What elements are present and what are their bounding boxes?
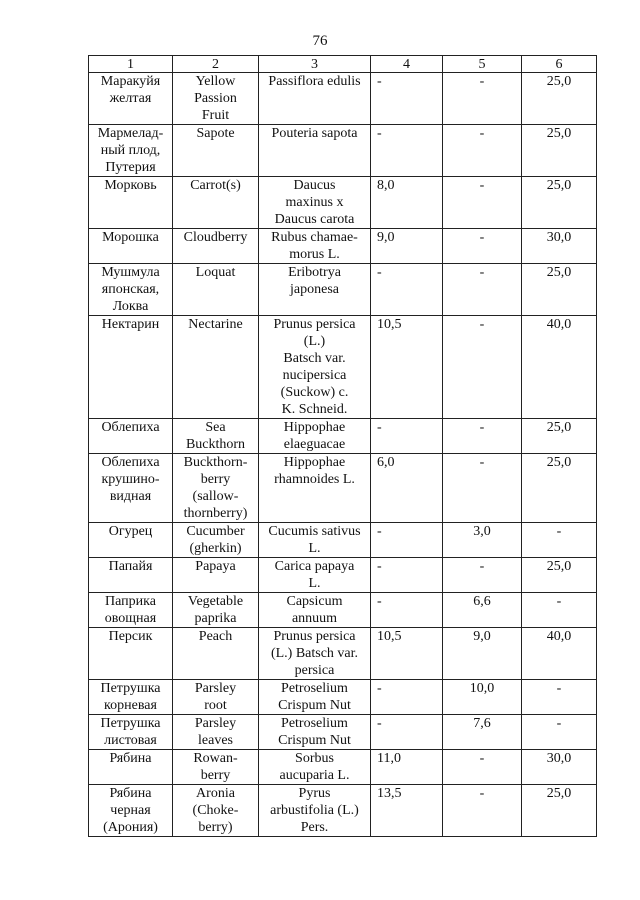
russian-name-cell: Облепиха крушино- видная [89, 454, 173, 523]
english-name-cell: Loquat [173, 264, 259, 316]
value-col4-cell: 8,0 [371, 177, 443, 229]
value-col5-cell: 3,0 [443, 523, 522, 558]
latin-name-cell: Sorbus aucuparia L. [259, 750, 371, 785]
english-name-cell: Cucumber (gherkin) [173, 523, 259, 558]
latin-name-cell: Rubus chamae- morus L. [259, 229, 371, 264]
english-name-cell: Yellow Passion Fruit [173, 73, 259, 125]
header-cell: 3 [259, 56, 371, 73]
table-row [89, 454, 597, 523]
value-col5-cell: 9,0 [443, 628, 522, 680]
value-col4-cell: - [371, 523, 443, 558]
value-col5-cell: - [443, 229, 522, 264]
value-col4-cell: 9,0 [371, 229, 443, 264]
russian-name-cell: Рябина [89, 750, 173, 785]
russian-name-cell: Морошка [89, 229, 173, 264]
table-row [89, 558, 597, 593]
english-name-cell: Sapote [173, 125, 259, 177]
latin-name-cell: Passiflora edulis [259, 73, 371, 125]
russian-name-cell: Рябина черная (Арония) [89, 785, 173, 837]
value-col5-cell: - [443, 316, 522, 419]
value-col4-cell: - [371, 680, 443, 715]
russian-name-cell: Мушмула японская, Локва [89, 264, 173, 316]
table-row [89, 593, 597, 628]
latin-name-cell: Cucumis sativus L. [259, 523, 371, 558]
english-name-cell: Sea Buckthorn [173, 419, 259, 454]
value-col5-cell: - [443, 750, 522, 785]
value-col5-cell: - [443, 73, 522, 125]
table-row [89, 125, 597, 177]
latin-name-cell: Pyrus arbustifolia (L.) Pers. [259, 785, 371, 837]
russian-name-cell: Персик [89, 628, 173, 680]
russian-name-cell: Огурец [89, 523, 173, 558]
table-row [89, 177, 597, 229]
table-row [89, 229, 597, 264]
latin-name-cell: Hippophae rhamnoides L. [259, 454, 371, 523]
table-row [89, 523, 597, 558]
value-col6-cell: 40,0 [522, 316, 597, 419]
latin-name-cell: Petroselium Crispum Nut [259, 715, 371, 750]
page-number: 76 [312, 33, 328, 49]
value-col5-cell: 10,0 [443, 680, 522, 715]
table-row [89, 419, 597, 454]
value-col4-cell: - [371, 715, 443, 750]
value-col6-cell: - [522, 523, 597, 558]
value-col6-cell: 40,0 [522, 628, 597, 680]
value-col6-cell: 25,0 [522, 454, 597, 523]
value-col5-cell: 6,6 [443, 593, 522, 628]
value-col6-cell: 25,0 [522, 785, 597, 837]
value-col4-cell: - [371, 73, 443, 125]
english-name-cell: Cloudberry [173, 229, 259, 264]
value-col5-cell: 7,6 [443, 715, 522, 750]
english-name-cell: Peach [173, 628, 259, 680]
english-name-cell: Buckthorn- berry (sallow- thornberry) [173, 454, 259, 523]
latin-name-cell: Capsicum annuum [259, 593, 371, 628]
value-col5-cell: - [443, 558, 522, 593]
fruit-vegetable-table [88, 55, 597, 837]
table-row [89, 73, 597, 125]
english-name-cell: Papaya [173, 558, 259, 593]
english-name-cell: Parsley leaves [173, 715, 259, 750]
value-col4-cell: 11,0 [371, 750, 443, 785]
value-col6-cell: 25,0 [522, 264, 597, 316]
english-name-cell: Aronia (Choke- berry) [173, 785, 259, 837]
value-col4-cell: - [371, 264, 443, 316]
header-cell: 1 [89, 56, 173, 73]
table-row [89, 750, 597, 785]
english-name-cell: Parsley root [173, 680, 259, 715]
value-col6-cell: - [522, 715, 597, 750]
value-col4-cell: - [371, 558, 443, 593]
english-name-cell: Rowan- berry [173, 750, 259, 785]
value-col5-cell: - [443, 177, 522, 229]
latin-name-cell: Pouteria sapota [259, 125, 371, 177]
english-name-cell: Vegetable paprika [173, 593, 259, 628]
value-col5-cell: - [443, 419, 522, 454]
latin-name-cell: Hippophae elaeguacae [259, 419, 371, 454]
value-col6-cell: - [522, 593, 597, 628]
value-col6-cell: 25,0 [522, 419, 597, 454]
header-cell: 5 [443, 56, 522, 73]
table-row [89, 264, 597, 316]
table-header-row [89, 56, 597, 73]
value-col4-cell: 10,5 [371, 628, 443, 680]
latin-name-cell: Carica papaya L. [259, 558, 371, 593]
table-row [89, 316, 597, 419]
value-col6-cell: 30,0 [522, 229, 597, 264]
russian-name-cell: Паприка овощная [89, 593, 173, 628]
value-col6-cell: 25,0 [522, 177, 597, 229]
russian-name-cell: Папайя [89, 558, 173, 593]
latin-name-cell: Eribotrya japonesa [259, 264, 371, 316]
latin-name-cell: Prunus persica (L.) Batsch var. nucipersica (Suckow) c. K. Schneid. [259, 316, 371, 419]
russian-name-cell: Маракуйя желтая [89, 73, 173, 125]
value-col5-cell: - [443, 264, 522, 316]
table-row [89, 715, 597, 750]
value-col4-cell: 10,5 [371, 316, 443, 419]
table-row [89, 785, 597, 837]
value-col4-cell: 6,0 [371, 454, 443, 523]
value-col4-cell: - [371, 593, 443, 628]
header-cell: 2 [173, 56, 259, 73]
russian-name-cell: Морковь [89, 177, 173, 229]
header-cell: 6 [522, 56, 597, 73]
value-col6-cell: - [522, 680, 597, 715]
table-row [89, 628, 597, 680]
russian-name-cell: Облепиха [89, 419, 173, 454]
latin-name-cell: Prunus persica (L.) Batsch var. persica [259, 628, 371, 680]
latin-name-cell: Daucus maxinus x Daucus carota [259, 177, 371, 229]
value-col6-cell: 30,0 [522, 750, 597, 785]
russian-name-cell: Петрушка корневая [89, 680, 173, 715]
russian-name-cell: Петрушка листовая [89, 715, 173, 750]
value-col5-cell: - [443, 785, 522, 837]
value-col6-cell: 25,0 [522, 73, 597, 125]
value-col4-cell: - [371, 419, 443, 454]
table-row [89, 680, 597, 715]
latin-name-cell: Petroselium Crispum Nut [259, 680, 371, 715]
value-col5-cell: - [443, 454, 522, 523]
value-col5-cell: - [443, 125, 522, 177]
header-cell: 4 [371, 56, 443, 73]
value-col6-cell: 25,0 [522, 558, 597, 593]
english-name-cell: Nectarine [173, 316, 259, 419]
english-name-cell: Carrot(s) [173, 177, 259, 229]
value-col6-cell: 25,0 [522, 125, 597, 177]
russian-name-cell: Мармелад- ный плод, Путерия [89, 125, 173, 177]
value-col4-cell: - [371, 125, 443, 177]
value-col4-cell: 13,5 [371, 785, 443, 837]
russian-name-cell: Нектарин [89, 316, 173, 419]
